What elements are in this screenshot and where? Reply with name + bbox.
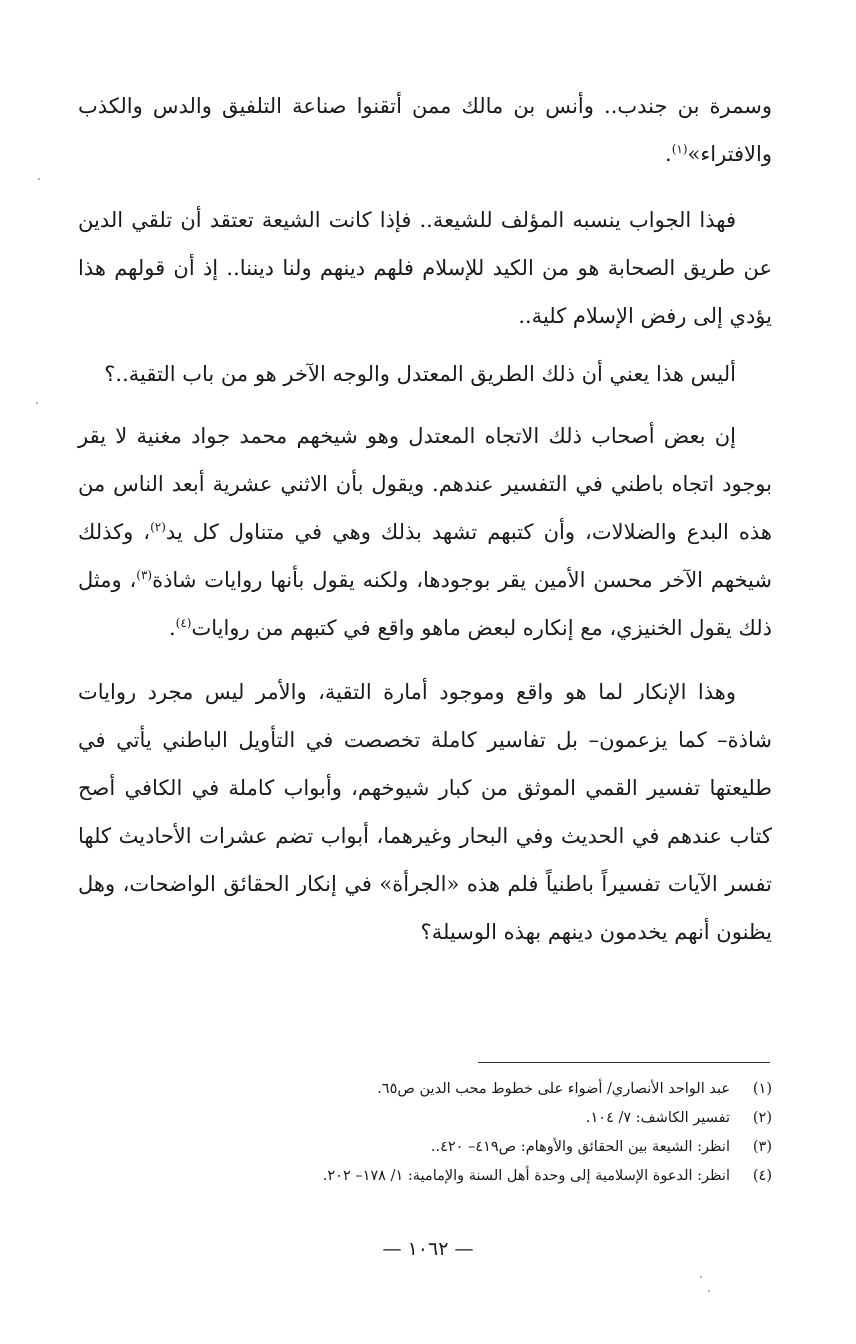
footnote-text: تفسير الكاشف: ٧/ ١٠٤. [585, 1110, 730, 1126]
scan-speck [38, 178, 40, 180]
footnote-number: (٣) [752, 1139, 772, 1155]
footnote-text: عبد الواحد الأنصاري/ أضواء على خطوط محب الدين ص٦٥. [377, 1081, 730, 1097]
footnote-text: انظر: الشيعة بين الحقائق والأوهام: ص٤١٩– ٤٢٠.. [430, 1139, 730, 1155]
footnote-item [78, 1162, 772, 1191]
paragraph-4-text-a: إن بعض أصحاب ذلك الاتجاه المعتدل وهو شيخهم محمد جواد مغنية لا يقر بوجود اتجاه باطني في التفسير عندهم. ويقول بأن الاثني عشرية أبعد الناس من هذه البدع والضلالات، وأن كتبهم تشهد بذلك وهي في متناول كل يد [78, 424, 772, 544]
footnote-divider [478, 1062, 770, 1063]
footnote-ref-3: (٣) [136, 568, 153, 582]
paragraph-4-end: . [168, 616, 176, 640]
footnote-ref-2: (٢) [150, 520, 166, 534]
page-number: — ١٠٦٢ — [382, 1238, 474, 1260]
paragraph-1-text: وسمرة بن جندب.. وأنس بن مالك ممن أتقنوا صناعة التلفيق والدس والكذب والافتراء» [78, 94, 772, 166]
paragraph-5: وهذا الإنكار لما هو واقع وموجود أمارة التقية، والأمر ليس مجرد روايات شاذة– كما يزعمون– بل تفاسير كاملة تخصصت في التأويل الباطني يأتي في طليعتها تفسير القمي الموثق من كبار شيوخهم، وأبواب كاملة في الكافي أصح كتاب عندهم في الحديث وفي البحار وغيرهما، أبواب تضم عشرات الأحاديث كلها تفسر الآيات تفسيراً باطنياً فلم هذه «الجرأة» في إنكار الحقائق الواضحات، وهل يظنون أنهم يخدمون دينهم بهذه الوسيلة؟ [78, 680, 772, 944]
paragraph-2: فهذا الجواب ينسبه المؤلف للشيعة.. فإذا كانت الشيعة تعتقد أن تلقي الدين عن طريق الصحابة هو من الكيد للإسلام فلهم دينهم ولنا ديننا.. إذ أن قولهم هذا يؤدي إلى رفض الإسلام كلية.. [78, 208, 772, 328]
footnote-number: (٤) [752, 1168, 772, 1184]
footnote-item [78, 1104, 772, 1133]
body-text [78, 82, 772, 956]
paragraph-1 [78, 82, 772, 178]
footnote-item [78, 1133, 772, 1162]
footnote-ref-1: (١) [671, 142, 688, 156]
paragraph-1-end: . [665, 142, 672, 166]
paragraph-4 [78, 412, 772, 652]
footnote-text: انظر: الدعوة الإسلامية إلى وحدة أهل السنة والإمامية: ١/ ١٧٨– ٢٠٢. [322, 1168, 730, 1184]
footnote-ref-4: (٤) [175, 616, 192, 630]
paragraph-4-text-b: ، وكذلك شيخهم الآخر محسن الأمين يقر بوجودها، ولكنه يقول بأنها روايات شاذة [78, 520, 772, 592]
footnote-number: (١) [752, 1081, 772, 1097]
paragraph-3: أليس هذا يعني أن ذلك الطريق المعتدل والوجه الآخر هو من باب التقية..؟ [104, 362, 736, 386]
footnote-number: (٢) [752, 1110, 772, 1126]
scan-speck [700, 1276, 702, 1278]
scan-speck [708, 1290, 710, 1292]
footnote-item [78, 1075, 772, 1104]
paragraph-4-text-c: ، ومثل ذلك يقول الخنيزي، مع إنكاره لبعض ماهو واقع في كتبهم من روايات [78, 568, 772, 640]
footnotes-list [78, 1075, 772, 1191]
scan-speck [36, 402, 38, 404]
